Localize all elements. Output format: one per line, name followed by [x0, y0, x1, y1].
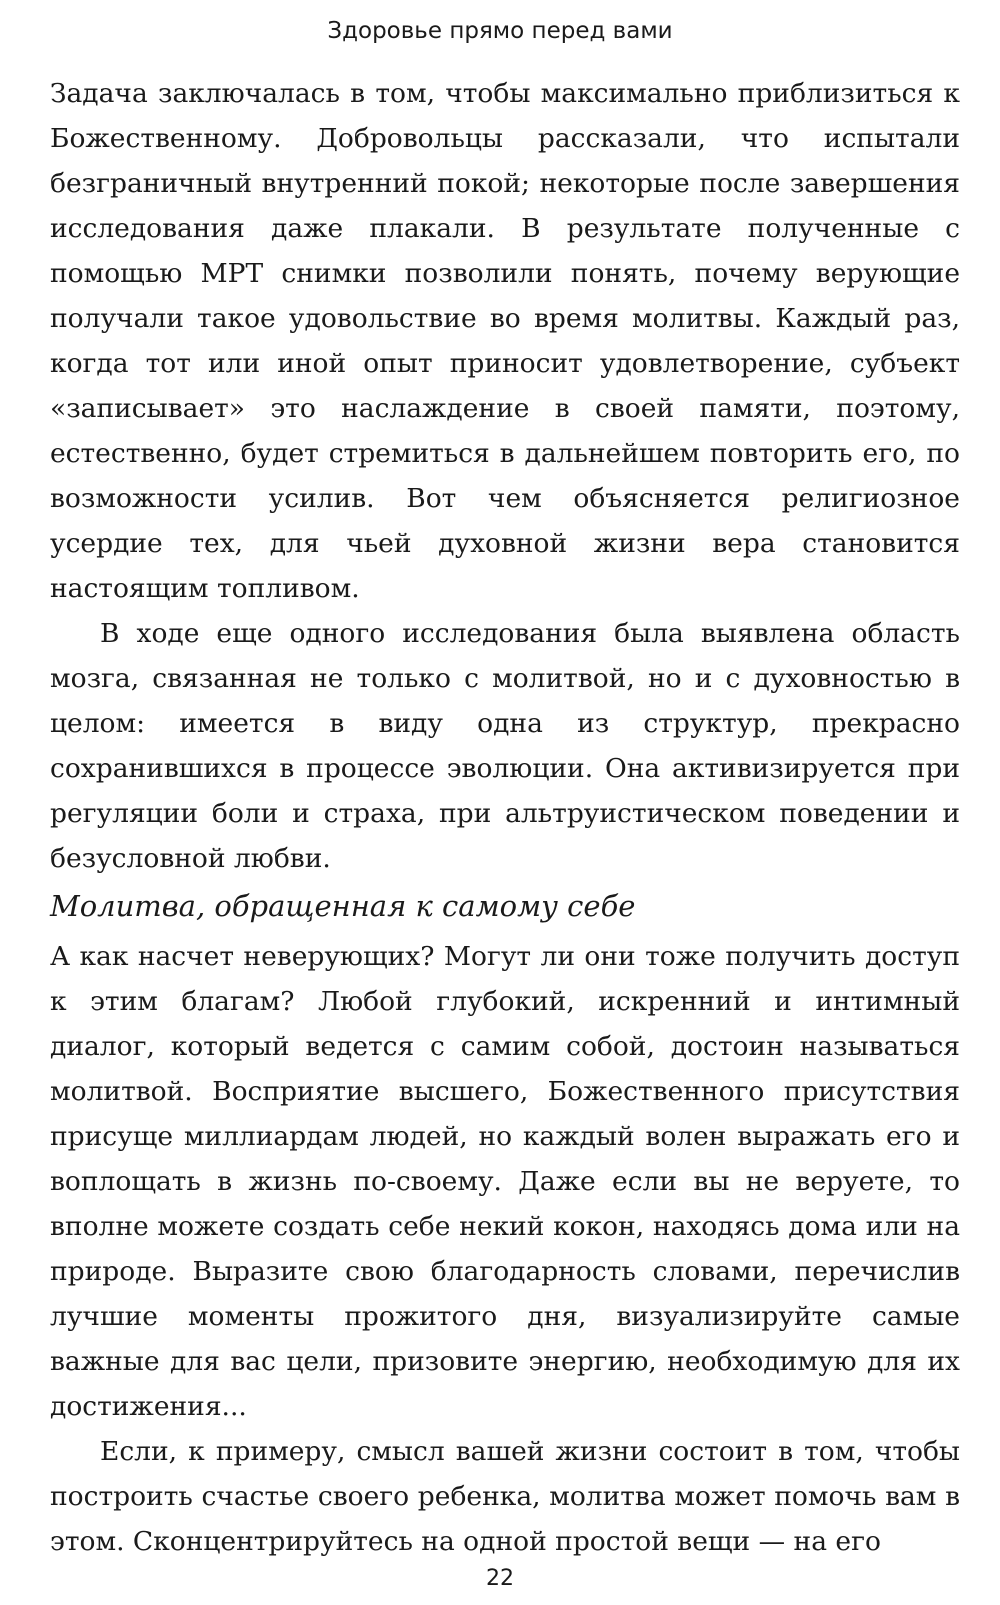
section-heading: Молитва, обращенная к самому себе: [50, 889, 636, 923]
paragraph: Задача заключалась в том, чтобы максимально приблизиться к Божественному. Добровольцы рассказали, что испытали безграничный внутренний покой; некоторые после завершения исследования даже плакали. В результате полученные с помощью МРТ снимки позволили понять, почему верующие получали такое удовольствие во время молитвы. Каждый раз, когда тот или иной опыт приносит удовлетворение, субъект «записывает» это наслаждение в своей памяти, поэтому, естественно, будет стремиться в дальнейшем повторить его, по возможности усилив. Вот чем объясняется религиозное усердие тех, для чьей духовной жизни вера становится настоящим топливом.: [50, 78, 960, 604]
running-head: Здоровье прямо перед вами: [327, 18, 673, 44]
paragraph: А как насчет неверующих? Могут ли они тоже получить доступ к этим благам? Любой глубокий, искренний и интимный диалог, который ведется с самим собой, достоин называться молитвой. Восприятие высшего, Божественного присутствия присуще миллиардам людей, но каждый волен выражать его и воплощать в жизнь по-своему. Даже если вы не веруете, то вполне можете создать себе некий кокон, находясь дома или на природе. Выразите свою благодарность словами, перечислив лучшие моменты прожитого дня, визуализируйте самые важные для вас цели, призовите энергию, необходимую для их достижения...: [50, 941, 960, 1422]
text-block-top: [50, 71, 960, 881]
page-number: 22: [486, 1566, 514, 1591]
paragraph: В ходе еще одного исследования была выявлена область мозга, связанная не только с молитвой, но и с духовностью в целом: имеется в виду одна из структур, прекрасно сохранившихся в процессе эволюции. Она активизируется при регуляции боли и страха, при альтруистическом поведении и безусловной любви.: [50, 618, 960, 874]
paragraph: Если, к примеру, смысл вашей жизни состоит в том, чтобы построить счастье своего ребенка, молитва может помочь вам в этом. Сконцентрируйтесь на одной простой вещи — на его: [50, 1436, 960, 1557]
text-block-bottom: [50, 934, 960, 1564]
